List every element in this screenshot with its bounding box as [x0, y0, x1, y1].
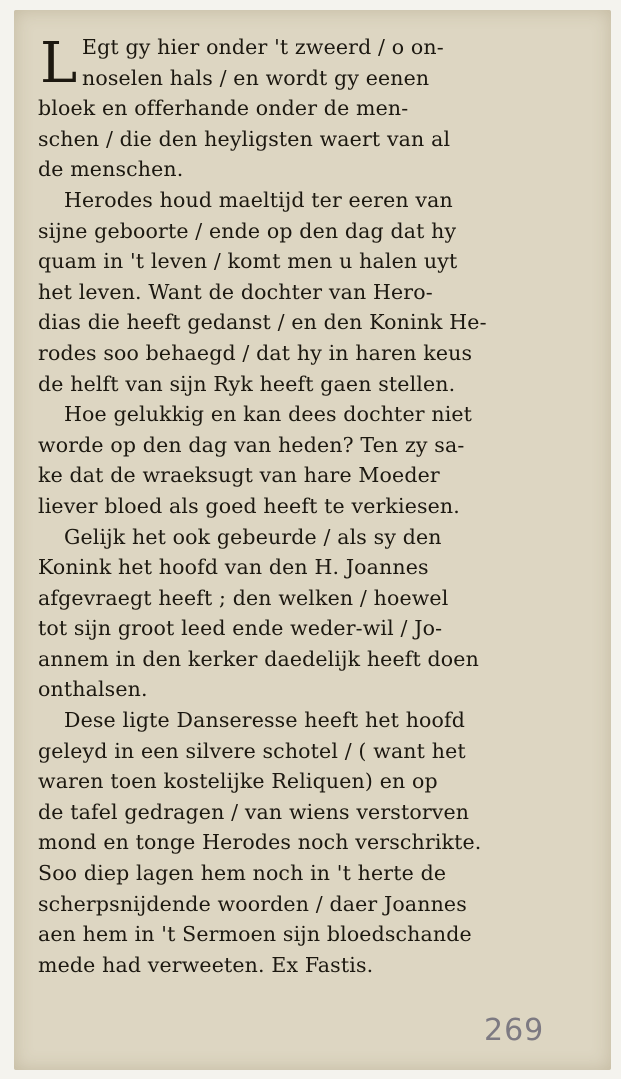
text-line-content: Egt gy hier onder 't zweerd / o on- [82, 35, 444, 59]
body-text [38, 32, 583, 980]
paragraph-start-line: Hoe gelukkig en kan dees dochter niet [64, 402, 473, 427]
text-line: de menschen. [38, 157, 184, 182]
text-line: het leven. Want de dochter van Hero- [38, 279, 433, 304]
text-line: tot sijn groot leed ende weder-wil / Jo- [38, 616, 443, 641]
paragraph-start-line: Herodes houd maeltijd ter eeren van [64, 187, 453, 212]
text-line: dias die heeft gedanst / en den Konink He- [38, 310, 487, 335]
text-line: geleyd in een silvere schotel / ( want het [38, 738, 466, 763]
text-line: liever bloed als goed heeft te verkiesen. [38, 493, 460, 518]
text-line: aen hem in 't Sermoen sijn bloedschande [38, 922, 472, 947]
text-line: scherpsnijdende woorden / daer Joannes [38, 891, 467, 916]
text-line: Konink het hoofd van den H. Joannes [38, 555, 429, 580]
drop-cap: L [40, 31, 78, 96]
handwritten-page-number: 269 [484, 1013, 545, 1048]
text-line: worde op den dag van heden? Ten zy sa- [38, 432, 465, 457]
text-line: onthalsen. [38, 677, 148, 702]
paragraph-start-line: Gelijk het ook gebeurde / als sy den [64, 524, 442, 549]
text-line: rodes soo behaegd / dat hy in haren keus [38, 340, 473, 365]
text-line: Soo diep lagen hem noch in 't herte de [38, 861, 447, 886]
text-line: sijne geboorte / ende op den dag dat hy [38, 218, 457, 243]
text-line: quam in 't leven / komt men u halen uyt [38, 249, 458, 274]
text-line: bloek en offerhande onder de men- [38, 96, 409, 121]
text-line: mond en tonge Herodes noch verschrikte. [38, 830, 482, 855]
text-line: de helft van sijn Ryk heeft gaen stellen. [38, 371, 456, 396]
text-line: de tafel gedragen / van wiens verstorven [38, 799, 470, 824]
text-line: ke dat de wraeksugt van hare Moeder [38, 463, 440, 488]
text-line: afgevraegt heeft ; den welken / hoewel [38, 585, 449, 610]
text-line: waren toen kostelijke Reliquen) en op [38, 769, 438, 794]
text-line: schen / die den heyligsten waert van al [38, 126, 451, 151]
text-line: noselen hals / en wordt gy eenen [82, 65, 430, 90]
text-line: mede had verweeten. Ex Fastis. [38, 952, 374, 977]
paragraph-start-line: Dese ligte Danseresse heeft het hoofd [64, 708, 466, 733]
text-line: annem in den kerker daedelijk heeft doen [38, 646, 479, 671]
